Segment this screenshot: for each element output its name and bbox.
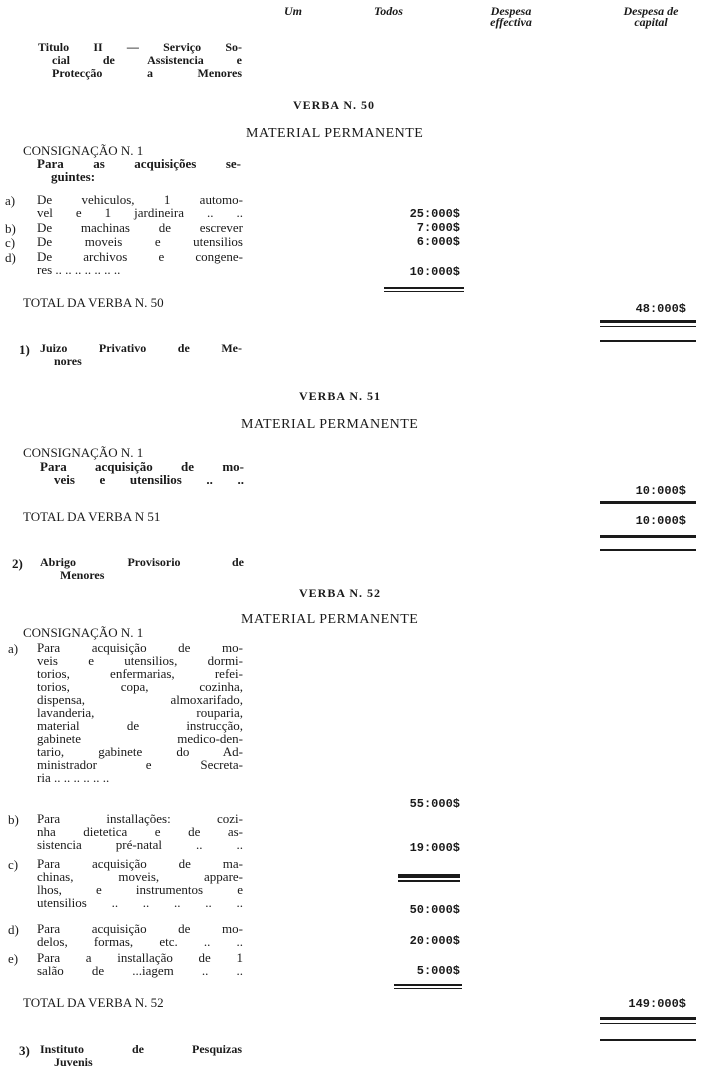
verba-52-item-d xyxy=(37,922,243,948)
item-line: Para a installação de 1 xyxy=(37,950,243,965)
column-header-despesa-capital xyxy=(606,6,696,28)
intro-line: guintes: xyxy=(51,169,96,184)
header-line: Despesa xyxy=(490,4,532,18)
verba-52-item-a-value: 55:000$ xyxy=(409,797,460,811)
item-line: material de instrucção, xyxy=(37,718,243,733)
verba-50-total-label: TOTAL DA VERBA N. 50 xyxy=(23,295,164,310)
item-line: chinas, moveis, appare- xyxy=(37,869,243,884)
item-line: salão de ...iagem .. .. xyxy=(37,963,243,978)
verba-50-item-a-value: 25:000$ xyxy=(409,207,460,221)
struck-rule xyxy=(398,874,460,878)
item-line: torios, copa, cozinha, xyxy=(37,679,243,694)
item-label: d) xyxy=(5,250,16,265)
verba-51-subtitle: MATERIAL PERMANENTE xyxy=(241,417,419,432)
verba-50-consignacao: CONSIGNAÇÃO N. 1 xyxy=(23,143,144,158)
verba-51-total-value: 10:000$ xyxy=(635,514,686,528)
item-line: sistencia pré-natal .. .. xyxy=(37,837,243,852)
section-line: Abrigo Provisorio de xyxy=(40,555,244,569)
total-rule xyxy=(600,1023,696,1024)
column-header-despesa-effectiva xyxy=(476,6,546,28)
total-rule xyxy=(600,1017,696,1020)
section-line: Menores xyxy=(60,568,105,582)
verba-52-item-e xyxy=(37,951,243,977)
verba-52-subtitle: MATERIAL PERMANENTE xyxy=(241,612,419,627)
titulo-heading xyxy=(38,41,242,80)
column-header-todos: Todos xyxy=(374,4,403,18)
total-rule xyxy=(600,326,696,327)
section-1-heading xyxy=(40,342,242,368)
verba-50-item-b-value: 7:000$ xyxy=(416,221,460,235)
item-label: c) xyxy=(5,235,16,250)
item-line: torios, enfermarias, refei- xyxy=(37,666,243,681)
verba-51-total-label: TOTAL DA VERBA N 51 xyxy=(23,509,161,524)
item-line: veis e utensilios, dormi- xyxy=(37,653,243,668)
item-label: c) xyxy=(8,857,19,872)
verba-52-item-b-value: 19:000$ xyxy=(409,841,460,855)
verba-50-item-d-value: 10:000$ xyxy=(409,265,460,279)
header-line: capital xyxy=(634,15,668,29)
verba-50-intro xyxy=(37,157,241,183)
section-3-heading xyxy=(40,1043,242,1069)
verba-50-item-c-value: 6:000$ xyxy=(416,235,460,249)
intro-line: veis e utensilios .. .. xyxy=(54,472,244,487)
verba-52-item-e-value: 5:000$ xyxy=(416,964,460,978)
header-line: Despesa de xyxy=(623,4,679,18)
item-line: delos, formas, etc. .. .. xyxy=(37,934,243,949)
item-line: De vehiculos, 1 automo- xyxy=(37,192,243,207)
titulo-line: cial de Assistencia e xyxy=(52,53,242,67)
total-rule xyxy=(600,535,696,538)
verba-51-consignacao: CONSIGNAÇÃO N. 1 xyxy=(23,445,144,460)
item-line: dispensa, almoxarifado, xyxy=(37,692,243,707)
verba-50-item-c xyxy=(37,235,243,248)
item-line: Para acquisição de mo- xyxy=(37,921,243,936)
column-header-um: Um xyxy=(284,4,302,18)
item-line: ria .. .. .. .. .. .. xyxy=(37,770,110,785)
subtotal-rule xyxy=(394,988,462,989)
item-line: lhos, e instrumentos e xyxy=(37,882,243,897)
verba-50-total-value: 48:000$ xyxy=(635,302,686,316)
item-line: Para acquisição de ma- xyxy=(37,856,243,871)
item-line: tario, gabinete do Ad- xyxy=(37,744,243,759)
item-label: d) xyxy=(8,922,19,937)
verba-51-title: VERBA N. 51 xyxy=(299,389,382,403)
item-line: Para installações: cozi- xyxy=(37,811,243,826)
item-line: nha dietetica e de as- xyxy=(37,824,243,839)
total-rule xyxy=(600,320,696,323)
verba-52-consignacao: CONSIGNAÇÃO N. 1 xyxy=(23,625,144,640)
item-line: Para acquisição de mo- xyxy=(37,640,243,655)
subtotal-rule xyxy=(384,287,464,289)
item-line: De machinas de escrever xyxy=(37,220,243,235)
verba-52-total-label: TOTAL DA VERBA N. 52 xyxy=(23,995,164,1010)
intro-line: Para acquisição de mo- xyxy=(40,459,244,474)
total-rule xyxy=(600,1039,696,1041)
total-rule xyxy=(600,549,696,551)
item-line: gabinete medico-den- xyxy=(37,731,243,746)
section-2-label: 2) xyxy=(12,556,23,571)
section-line: nores xyxy=(54,354,82,368)
section-line: Instituto de Pesquizas xyxy=(40,1042,242,1056)
verba-50-item-a xyxy=(37,193,243,219)
verba-52-item-b xyxy=(37,812,243,851)
verba-50-item-d xyxy=(37,250,243,276)
intro-line: Para as acquisições se- xyxy=(37,156,241,171)
item-line: De moveis e utensilios xyxy=(37,234,243,249)
verba-52-total-value: 149:000$ xyxy=(628,997,686,1011)
titulo-line: Protecção a Menores xyxy=(52,66,242,80)
item-line: lavanderia, rouparia, xyxy=(37,705,243,720)
verba-50-item-b xyxy=(37,221,243,234)
struck-rule xyxy=(398,880,460,882)
item-label: a) xyxy=(8,641,19,656)
verba-51-intro xyxy=(40,460,244,486)
section-3-label: 3) xyxy=(19,1043,30,1058)
verba-52-item-d-value: 20:000$ xyxy=(409,934,460,948)
item-line: utensilios .. .. .. .. .. xyxy=(37,895,243,910)
section-1-label: 1) xyxy=(19,342,30,357)
header-line: effectiva xyxy=(490,15,532,29)
verba-50-subtitle: MATERIAL PERMANENTE xyxy=(246,126,424,141)
verba-52-item-a xyxy=(37,641,243,784)
verba-52-title: VERBA N. 52 xyxy=(299,586,382,600)
verba-52-item-c-value: 50:000$ xyxy=(409,903,460,917)
item-label: b) xyxy=(8,812,19,827)
subtotal-rule xyxy=(394,984,462,986)
verba-50-title: VERBA N. 50 xyxy=(293,98,376,112)
section-2-heading xyxy=(40,556,244,582)
total-rule xyxy=(600,340,696,342)
titulo-line: Titulo II — Serviço So- xyxy=(38,40,242,54)
item-label: e) xyxy=(8,951,19,966)
verba-52-item-c xyxy=(37,857,243,909)
verba-51-intro-value: 10:000$ xyxy=(635,484,686,498)
item-line: ministrador e Secreta- xyxy=(37,757,243,772)
subtotal-rule xyxy=(600,501,696,504)
section-line: Juizo Privativo de Me- xyxy=(40,341,242,355)
item-label: b) xyxy=(5,221,16,236)
section-line: Juvenis xyxy=(54,1055,93,1069)
item-line: De archivos e congene- xyxy=(37,249,243,264)
item-line: vel e 1 jardineira .. .. xyxy=(37,205,243,220)
item-line: res .. .. .. .. .. .. .. xyxy=(37,262,121,277)
item-label: a) xyxy=(5,193,16,208)
subtotal-rule xyxy=(384,291,464,292)
